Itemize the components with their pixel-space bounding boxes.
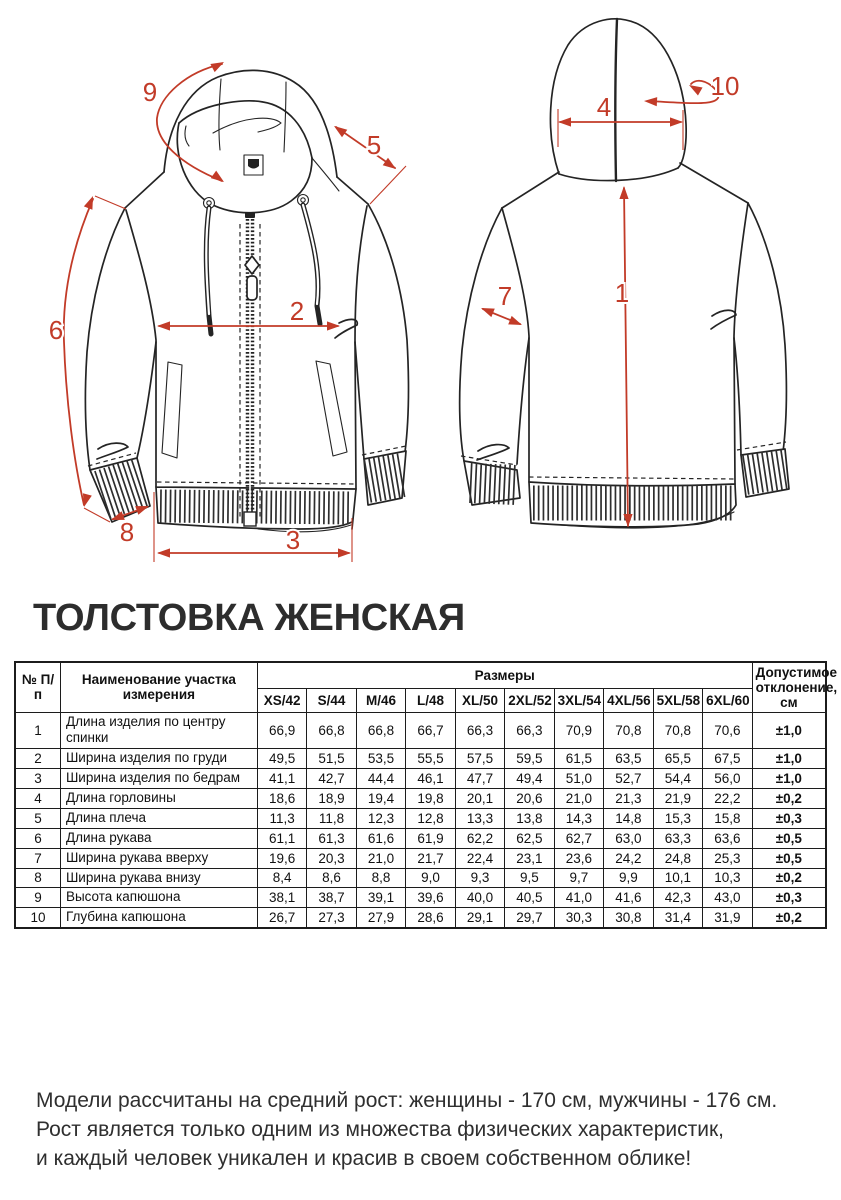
size-value-cell: 43,0 xyxy=(703,888,753,908)
size-value-cell: 11,3 xyxy=(257,808,306,828)
height-note xyxy=(36,1086,777,1173)
front-shoulder-right xyxy=(337,177,368,204)
measurement-name-cell: Длина рукава xyxy=(60,828,257,848)
table-row xyxy=(15,868,826,888)
front-cuff-swoosh xyxy=(97,443,128,459)
size-value-cell: 27,9 xyxy=(356,908,405,928)
back-cuff-left xyxy=(464,461,520,505)
tolerance-cell: ±1,0 xyxy=(752,769,826,789)
size-value-cell: 41,0 xyxy=(554,888,603,908)
table-row xyxy=(15,749,826,769)
size-value-cell: 10,1 xyxy=(653,868,702,888)
size-value-cell: 9,3 xyxy=(455,868,504,888)
back-cuff-swoosh xyxy=(477,445,509,460)
size-value-cell: 47,7 xyxy=(455,769,504,789)
size-value-cell: 41,1 xyxy=(257,769,306,789)
callout-8: 8 xyxy=(119,517,135,547)
size-value-cell: 11,8 xyxy=(307,808,356,828)
table-row xyxy=(15,888,826,908)
size-value-cell: 55,5 xyxy=(406,749,455,769)
callout-7: 7 xyxy=(497,281,513,311)
size-value-cell: 19,8 xyxy=(406,789,455,809)
height-note-line-3: и каждый человек уникален и красив в своем собственном облике! xyxy=(36,1147,692,1170)
zipper xyxy=(240,212,260,526)
size-value-cell: 30,3 xyxy=(554,908,603,928)
size-value-cell: 19,6 xyxy=(257,848,306,868)
size-value-cell: 8,4 xyxy=(257,868,306,888)
size-value-cell: 9,0 xyxy=(406,868,455,888)
size-value-cell: 39,1 xyxy=(356,888,405,908)
back-sleeve-left-outer xyxy=(460,208,502,461)
tolerance-cell: ±1,0 xyxy=(752,712,826,749)
size-value-cell: 51,5 xyxy=(307,749,356,769)
size-column-header: 5XL/58 xyxy=(653,688,702,712)
size-value-cell: 38,7 xyxy=(307,888,356,908)
size-value-cell: 63,5 xyxy=(604,749,653,769)
size-value-cell: 24,8 xyxy=(653,848,702,868)
size-value-cell: 23,6 xyxy=(554,848,603,868)
size-value-cell: 30,8 xyxy=(604,908,653,928)
front-body-right xyxy=(355,206,367,489)
front-hood-drawcord-channel xyxy=(185,118,281,146)
size-value-cell: 59,5 xyxy=(505,749,554,769)
front-hem-ribbing xyxy=(160,506,352,508)
back-sleeve-swoosh xyxy=(711,310,736,329)
zipper-top-stop xyxy=(245,212,255,218)
zipper-bottom-box xyxy=(244,512,256,526)
size-value-cell: 20,3 xyxy=(307,848,356,868)
size-value-cell: 19,4 xyxy=(356,789,405,809)
size-value-cell: 44,4 xyxy=(356,769,405,789)
measurement-name-cell: Длина изделия по центру спинки xyxy=(60,712,257,749)
drawstring-left xyxy=(206,208,211,334)
size-value-cell: 25,3 xyxy=(703,848,753,868)
back-shoulder-left xyxy=(502,172,559,208)
size-value-cell: 20,1 xyxy=(455,789,504,809)
measurement-name-cell: Длина плеча xyxy=(60,808,257,828)
neck-label-logo xyxy=(248,159,259,169)
size-value-cell: 66,8 xyxy=(356,712,405,749)
size-table xyxy=(14,661,838,929)
size-value-cell: 66,8 xyxy=(307,712,356,749)
size-column-header: 2XL/52 xyxy=(505,688,554,712)
measure-3-hem-width xyxy=(154,492,352,562)
back-body-left xyxy=(502,208,529,482)
front-sleeve-left-inner xyxy=(137,342,156,458)
size-table-body xyxy=(15,712,826,928)
size-column-header: L/48 xyxy=(406,688,455,712)
size-value-cell: 70,9 xyxy=(554,712,603,749)
measure-1-back-length xyxy=(615,186,633,527)
size-value-cell: 54,4 xyxy=(653,769,702,789)
back-sleeve-right-outer xyxy=(748,203,786,452)
size-value-cell: 57,5 xyxy=(455,749,504,769)
size-value-cell: 26,7 xyxy=(257,908,306,928)
back-hood-outline xyxy=(550,19,686,174)
measure-10-hood-depth xyxy=(644,71,740,106)
size-column-header: M/46 xyxy=(356,688,405,712)
size-value-cell: 70,8 xyxy=(604,712,653,749)
row-number-cell: 9 xyxy=(15,888,60,908)
size-value-cell: 66,3 xyxy=(505,712,554,749)
zipper-pull xyxy=(247,276,257,300)
size-value-cell: 63,0 xyxy=(604,828,653,848)
callout-3: 3 xyxy=(285,525,301,555)
size-value-cell: 63,6 xyxy=(703,828,753,848)
size-value-cell: 52,7 xyxy=(604,769,653,789)
callout-5: 5 xyxy=(366,130,382,160)
table-row xyxy=(15,828,826,848)
back-hem-band xyxy=(529,482,736,527)
row-number-cell: 7 xyxy=(15,848,60,868)
measure-2-chest-width xyxy=(157,296,340,331)
size-value-cell: 22,4 xyxy=(455,848,504,868)
size-value-cell: 24,2 xyxy=(604,848,653,868)
front-hem-stitch xyxy=(157,482,356,484)
tolerance-cell: ±0,3 xyxy=(752,888,826,908)
front-hood-panel-seams xyxy=(219,79,286,152)
header-measurement-name: Наименование участка измерения xyxy=(60,662,257,712)
size-value-cell: 12,8 xyxy=(406,808,455,828)
size-value-cell: 31,4 xyxy=(653,908,702,928)
size-column-header: 4XL/56 xyxy=(604,688,653,712)
size-value-cell: 28,6 xyxy=(406,908,455,928)
table-row xyxy=(15,848,826,868)
row-number-cell: 1 xyxy=(15,712,60,749)
header-row-number: № П/п xyxy=(15,662,60,712)
callout-2: 2 xyxy=(289,296,305,326)
back-shoulder-right xyxy=(680,163,748,203)
front-sleeve-left-outer xyxy=(85,208,125,470)
size-value-cell: 18,9 xyxy=(307,789,356,809)
size-value-cell: 41,6 xyxy=(604,888,653,908)
front-view-drawing xyxy=(85,70,408,531)
size-column-header: 3XL/54 xyxy=(554,688,603,712)
measurement-name-cell: Глубина капюшона xyxy=(60,908,257,928)
row-number-cell: 10 xyxy=(15,908,60,928)
size-value-cell: 61,3 xyxy=(307,828,356,848)
back-hem-stitch xyxy=(529,477,735,479)
size-value-cell: 66,9 xyxy=(257,712,306,749)
tolerance-cell: ±1,0 xyxy=(752,749,826,769)
size-value-cell: 38,1 xyxy=(257,888,306,908)
size-value-cell: 70,6 xyxy=(703,712,753,749)
measurement-name-cell: Ширина рукава вверху xyxy=(60,848,257,868)
front-sleeve-right-outer xyxy=(368,204,408,452)
header-sizes-group: Размеры xyxy=(257,662,752,688)
measure-9-hood-height xyxy=(143,58,227,186)
measurement-name-cell: Высота капюшона xyxy=(60,888,257,908)
size-value-cell: 31,9 xyxy=(703,908,753,928)
size-value-cell: 42,7 xyxy=(307,769,356,789)
height-note-line-2: Рост является только одним из множества физических характеристик, xyxy=(36,1118,725,1141)
size-value-cell: 62,5 xyxy=(505,828,554,848)
front-body-left xyxy=(126,210,156,487)
front-pocket-left xyxy=(162,362,182,458)
drawstring-right xyxy=(303,205,320,324)
tolerance-cell: ±0,2 xyxy=(752,789,826,809)
size-value-cell: 51,0 xyxy=(554,769,603,789)
size-value-cell: 53,5 xyxy=(356,749,405,769)
size-value-cell: 9,9 xyxy=(604,868,653,888)
size-value-cell: 66,7 xyxy=(406,712,455,749)
size-value-cell: 8,6 xyxy=(307,868,356,888)
row-number-cell: 6 xyxy=(15,828,60,848)
size-value-cell: 39,6 xyxy=(406,888,455,908)
size-value-cell: 15,8 xyxy=(703,808,753,828)
table-row xyxy=(15,908,826,928)
row-number-cell: 8 xyxy=(15,868,60,888)
size-value-cell: 21,0 xyxy=(554,789,603,809)
row-number-cell: 4 xyxy=(15,789,60,809)
row-number-cell: 5 xyxy=(15,808,60,828)
size-value-cell: 15,3 xyxy=(653,808,702,828)
size-value-cell: 42,3 xyxy=(653,888,702,908)
row-number-cell: 2 xyxy=(15,749,60,769)
size-column-header: 6XL/60 xyxy=(703,688,753,712)
height-note-line-1: Модели рассчитаны на средний рост: женщины - 170 см, мужчины - 176 см. xyxy=(36,1089,778,1112)
measure-5-shoulder xyxy=(331,122,406,204)
size-value-cell: 12,3 xyxy=(356,808,405,828)
size-value-cell: 62,7 xyxy=(554,828,603,848)
size-value-cell: 61,9 xyxy=(406,828,455,848)
size-value-cell: 13,8 xyxy=(505,808,554,828)
size-value-cell: 23,1 xyxy=(505,848,554,868)
size-value-cell: 63,3 xyxy=(653,828,702,848)
tolerance-cell: ±0,5 xyxy=(752,828,826,848)
callout-6: 6 xyxy=(48,315,64,345)
size-value-cell: 21,9 xyxy=(653,789,702,809)
size-value-cell: 56,0 xyxy=(703,769,753,789)
row-number-cell: 3 xyxy=(15,769,60,789)
hoodie-technical-drawing xyxy=(0,0,841,585)
size-value-cell: 21,7 xyxy=(406,848,455,868)
measurement-name-cell: Ширина изделия по груди xyxy=(60,749,257,769)
back-sleeve-left-inner xyxy=(517,338,529,464)
size-value-cell: 22,2 xyxy=(703,789,753,809)
measure-7-sleeve-top-width xyxy=(479,281,523,329)
measurement-name-cell: Ширина изделия по бедрам xyxy=(60,769,257,789)
size-value-cell: 8,8 xyxy=(356,868,405,888)
front-chest-swoosh xyxy=(335,319,357,338)
size-column-header: XL/50 xyxy=(455,688,504,712)
measurement-name-cell: Длина горловины xyxy=(60,789,257,809)
size-value-cell: 66,3 xyxy=(455,712,504,749)
size-value-cell: 18,6 xyxy=(257,789,306,809)
callout-9: 9 xyxy=(142,77,158,107)
size-value-cell: 21,0 xyxy=(356,848,405,868)
table-row xyxy=(15,808,826,828)
tolerance-cell: ±0,2 xyxy=(752,868,826,888)
tolerance-cell: ±0,3 xyxy=(752,808,826,828)
size-value-cell: 21,3 xyxy=(604,789,653,809)
table-row xyxy=(15,769,826,789)
size-column-header: XS/42 xyxy=(257,688,306,712)
size-value-cell: 61,6 xyxy=(356,828,405,848)
front-shoulder-left xyxy=(125,172,164,208)
size-value-cell: 9,5 xyxy=(505,868,554,888)
size-value-cell: 27,3 xyxy=(307,908,356,928)
size-value-cell: 10,3 xyxy=(703,868,753,888)
size-value-cell: 40,0 xyxy=(455,888,504,908)
size-value-cell: 61,1 xyxy=(257,828,306,848)
tolerance-cell: ±0,2 xyxy=(752,908,826,928)
size-value-cell: 13,3 xyxy=(455,808,504,828)
size-value-cell: 67,5 xyxy=(703,749,753,769)
size-value-cell: 46,1 xyxy=(406,769,455,789)
size-value-cell: 14,3 xyxy=(554,808,603,828)
table-row xyxy=(15,712,826,749)
front-hood-inner-back xyxy=(179,101,312,158)
callout-1: 1 xyxy=(614,278,630,308)
size-value-cell: 70,8 xyxy=(653,712,702,749)
callout-10: 10 xyxy=(710,71,740,101)
back-hood-bottom xyxy=(559,168,678,181)
size-value-cell: 62,2 xyxy=(455,828,504,848)
size-value-cell: 61,5 xyxy=(554,749,603,769)
callout-4: 4 xyxy=(596,92,612,122)
size-value-cell: 20,6 xyxy=(505,789,554,809)
size-value-cell: 29,7 xyxy=(505,908,554,928)
size-value-cell: 9,7 xyxy=(554,868,603,888)
size-value-cell: 14,8 xyxy=(604,808,653,828)
back-cuff-right-stitch xyxy=(737,442,786,450)
size-value-cell: 49,5 xyxy=(257,749,306,769)
size-value-cell: 29,1 xyxy=(455,908,504,928)
header-tolerance: Допустимое отклонение, см xyxy=(752,662,826,712)
front-pocket-right xyxy=(316,361,347,456)
size-column-header: S/44 xyxy=(307,688,356,712)
measurement-name-cell: Ширина рукава внизу xyxy=(60,868,257,888)
page-title: ТОЛСТОВКА ЖЕНСКАЯ xyxy=(33,597,465,639)
size-value-cell: 65,5 xyxy=(653,749,702,769)
tolerance-cell: ±0,5 xyxy=(752,848,826,868)
size-value-cell: 40,5 xyxy=(505,888,554,908)
back-hood-center-seam xyxy=(615,19,617,181)
measure-4-neckline xyxy=(558,92,683,150)
size-value-cell: 49,4 xyxy=(505,769,554,789)
table-row xyxy=(15,789,826,809)
